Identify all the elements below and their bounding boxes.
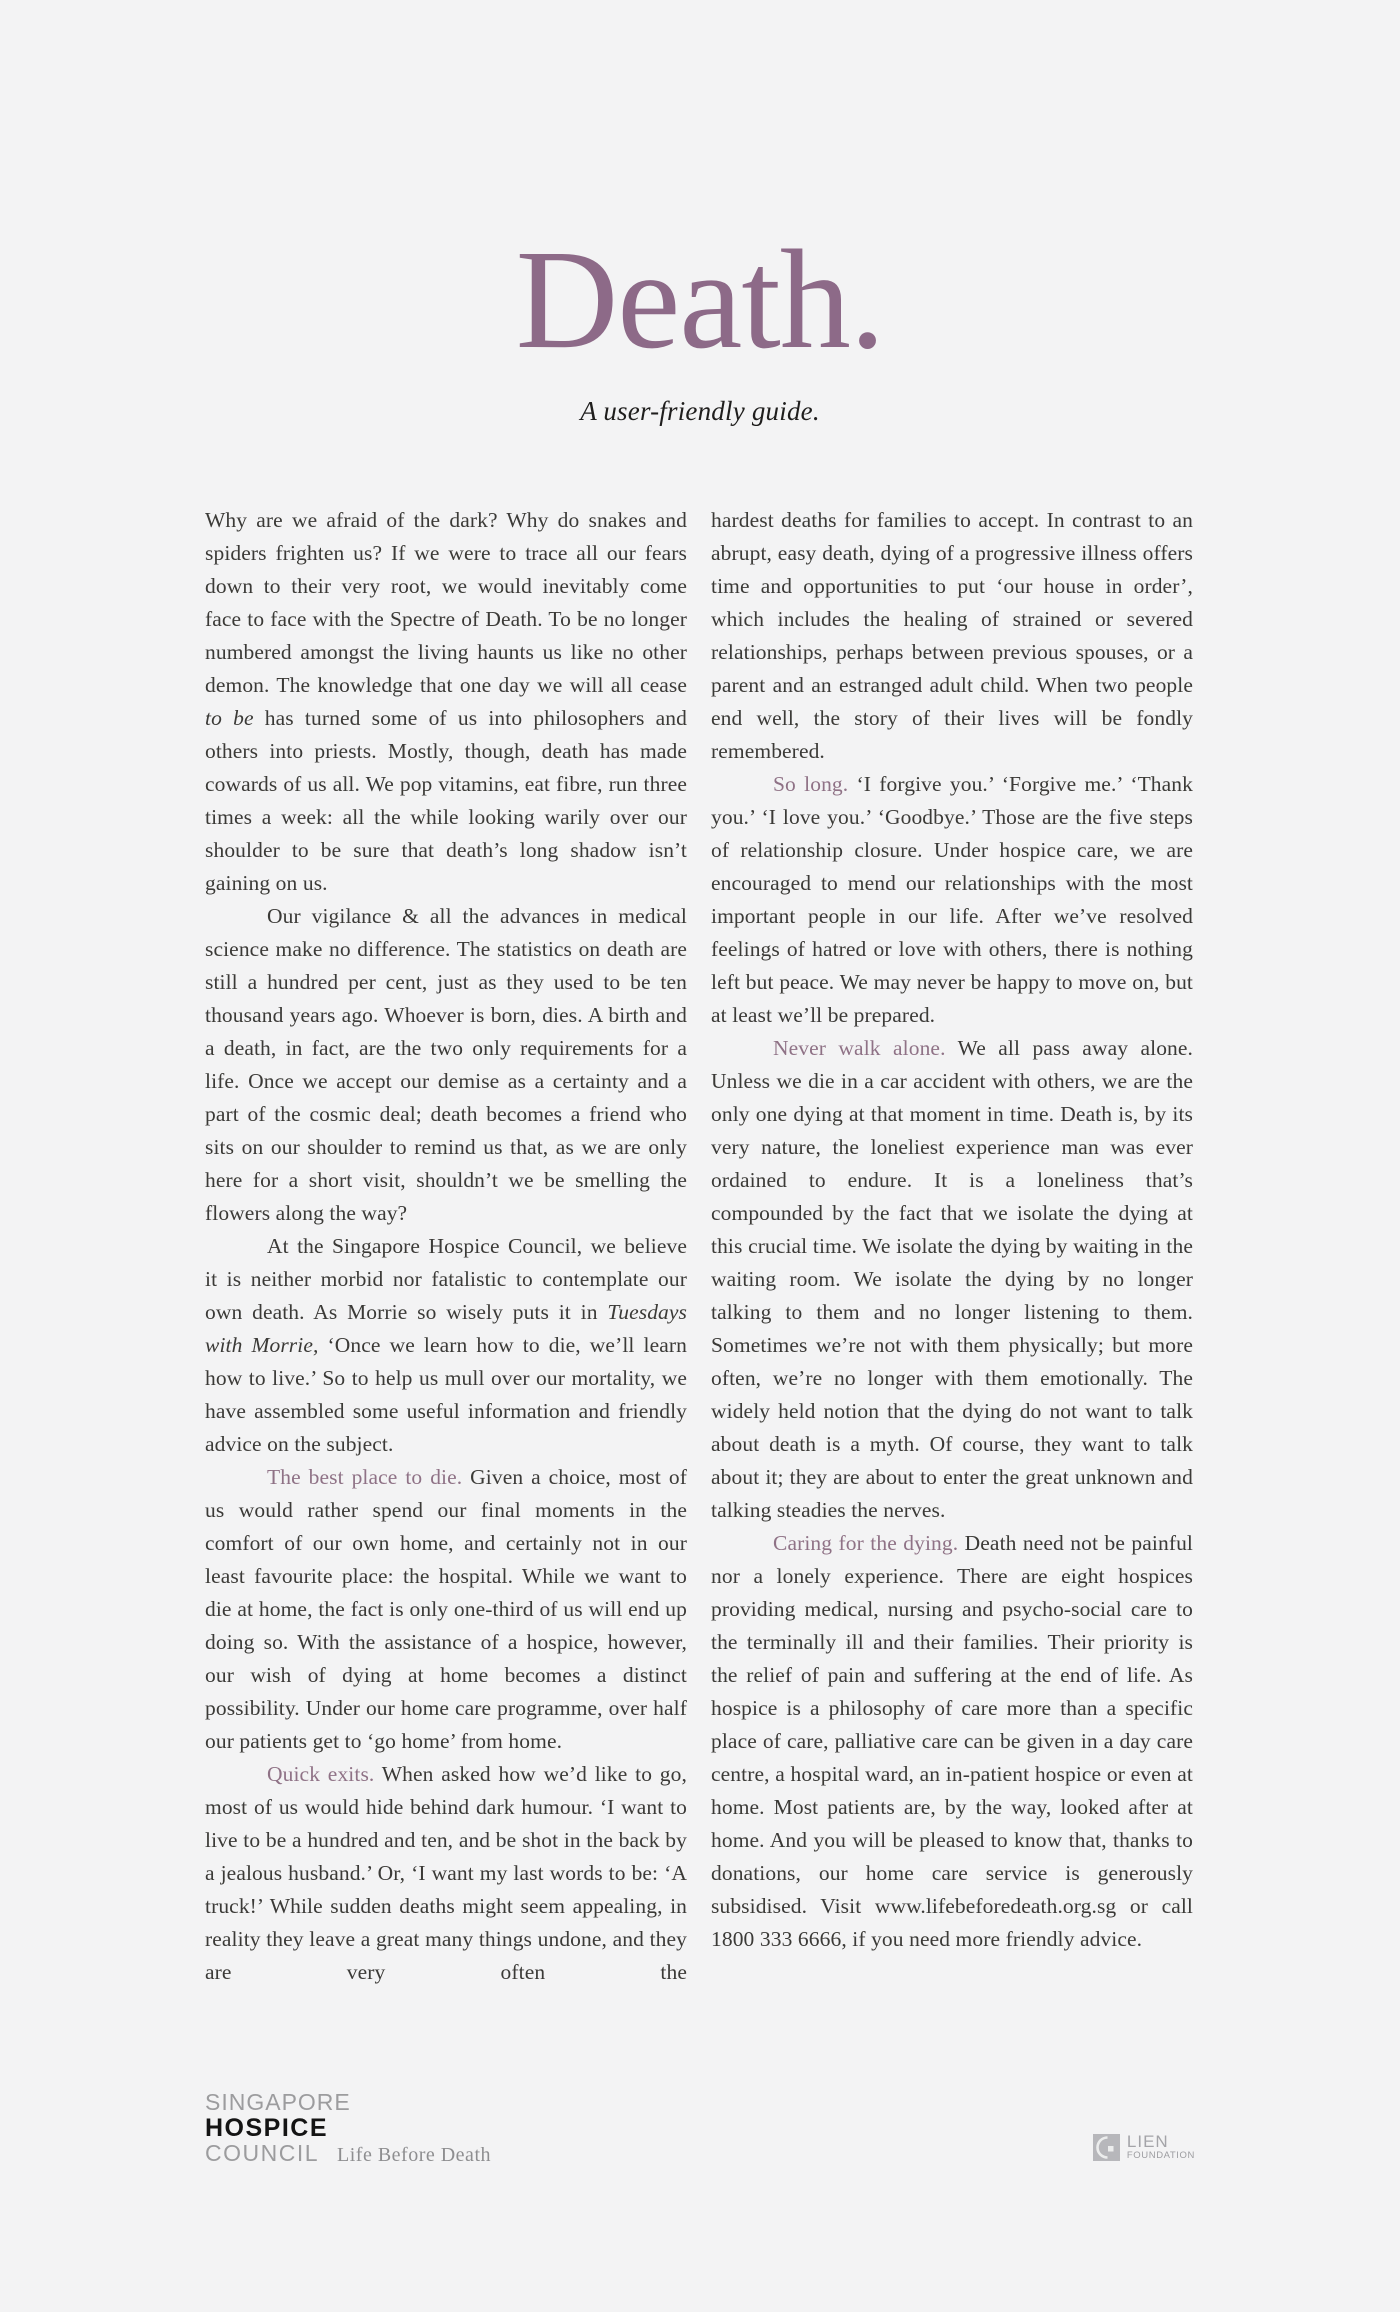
book-title: Tuesdays with Morrie, [205,1300,687,1357]
shc-logo-line-singapore: SINGAPORE [205,2089,351,2115]
shc-logo-line-council: COUNCIL [205,2140,320,2166]
paragraph [711,1527,1193,1956]
paragraph [205,1461,687,1758]
body-text: Why are we afraid of the dark? Why do snakes and spiders frighten us? If we were to trace all our fears down to their very root, we would inevitably come face to face with the Spectre of Death. To be no longer numbered amongst the living haunts us like no other demon. The knowledge that one day we will all cease [205,508,687,697]
section-lead-quick-exits: Quick exits. [267,1762,375,1786]
body-text: Given a choice, most of us would rather spend our final moments in the comfort of our own home, and certainly not in our least favourite place: the hospital. While we want to die at home, the fact is only one-third of us will end up doing so. With the assistance of a hospice, however, our wish of dying at home becomes a distinct possibility. Under our home care programme, over half our patients get to ‘go home’ from home. [205,1465,687,1753]
lien-logo-text [1127,2133,1195,2161]
body-text: At the Singapore Hospice Council, we believe it is neither morbid nor fatalistic to contemplate our own death. As Morrie so wisely puts it in [205,1234,687,1324]
paragraph [205,900,687,1230]
phone-number: 1800 333 6666 [711,1927,842,1951]
body-text: Death need not be painful nor a lonely experience. There are eight hospices providing medical, nursing and psycho-social care to the terminally ill and their families. Their priority is the relief of pain and suffering at the end of life. As hospice is a philosophy of care more than a specific place of care, palliative care can be given in a day care centre, a hospital ward, an in-patient hospice or even at home. Most patients are, by the way, looked after at home. And you will be pleased to know that, thanks to donations, our home care service is generously subsidised. Visit [711,1531,1193,1918]
section-lead-never-walk-alone: Never walk alone. [773,1036,946,1060]
lien-crescent-icon [1093,2134,1120,2161]
masthead [0,220,1400,427]
body-text: ‘Once we learn how to die, we’ll learn how to live.’ So to help us mull over our mortality, we have assembled some useful information and friendly advice on the subject. [205,1333,687,1456]
body-text: Our vigilance & all the advances in medical science make no difference. The statistics on death are still a hundred per cent, just as they used to be ten thousand years ago. Whoever is born, dies. A birth and a death, in fact, are the two only requirements for a life. Once we accept our demise as a certainty and a part of the cosmic deal; death becomes a friend who sits on our shoulder to remind us that, as we are only here for a short visit, shouldn’t we be smelling the flowers along the way? [205,904,687,1225]
shc-logo-line-hospice: HOSPICE [205,2114,329,2142]
paragraph [711,1032,1193,1527]
lien-subtitle: FOUNDATION [1126,2150,1195,2161]
singapore-hospice-council-logo [205,2090,491,2167]
shc-logo-row [205,2141,491,2167]
paragraph [711,768,1193,1032]
page-subtitle: A user-friendly guide. [580,396,820,426]
paragraph [205,1230,687,1461]
body-text: hardest deaths for families to accept. In contrast to an abrupt, easy death, dying of a progressive illness offers time and opportunities to put ‘our house in order’, which includes the healing of strained or severed relationships, perhaps between previous spouses, or a parent and an estranged adult child. When two people end well, the story of their lives will be fondly remembered. [711,508,1193,763]
paragraph [711,504,1193,768]
paragraph [205,504,687,900]
body-text: When asked how we’d like to go, most of us would hide behind dark humour. ‘I want to live to be a hundred and ten, and be shot in the back by a jealous husband.’ Or, ‘I want my last words to be: ‘A truck!’ While sudden deaths might seem appealing, in reality they leave a great many things undone, and they are very often the [205,1762,687,1984]
section-lead-so-long: So long. [773,772,849,796]
page-title: Death. [515,220,885,378]
shc-tagline: Life Before Death [337,2144,491,2166]
body-text: We all pass away alone. Unless we die in a car accident with others, we are the only one dying at that moment in time. Death is, by its very nature, the loneliest experience man was ever ordained to endure. It is a loneliness that’s compounded by the fact that we isolate the dying at this crucial time. We isolate the dying by waiting in the waiting room. We isolate the dying by no longer talking to them and no longer listening to them. Sometimes we’re not with them physically; but more often, we’re no longer with them emotionally. The widely held notion that the dying do not want to talk about death is a myth. Of course, they want to talk about it; they are about to enter the great unknown and talking steadies the nerves. [711,1036,1194,1522]
section-lead-best-place-to-die: The best place to die. [267,1465,463,1489]
body-text: ‘I forgive you.’ ‘Forgive me.’ ‘Thank you.’ ‘I love you.’ ‘Goodbye.’ Those are the five steps of relationship closure. Under hospice care, we are encouraged to mend our relationships with the most important people in our life. After we’ve resolved feelings of hatred or love with others, there is nothing left but peace. We may never be happy to move on, but at least we’ll be prepared. [711,772,1194,1027]
lien-foundation-logo [1093,2133,1195,2161]
article-body [205,504,1193,1989]
left-column [205,504,687,1989]
body-text: or call [1116,1894,1193,1918]
body-text: , if you need more friendly advice. [841,1927,1143,1951]
paragraph [205,1758,687,1989]
website-url: www.lifebeforedeath.org.sg [874,1894,1117,1918]
italic-phrase: to be [205,706,254,730]
right-column [711,504,1193,1989]
section-lead-caring-for-the-dying: Caring for the dying. [773,1531,959,1555]
lien-name: LIEN [1126,2132,1169,2151]
body-text: has turned some of us into philosophers and others into priests. Mostly, though, death has made cowards of us all. We pop vitamins, eat fibre, run three times a week: all the while looking warily over our shoulder to be sure that death’s long shadow isn’t gaining on us. [205,706,687,895]
footer [205,2090,1195,2167]
